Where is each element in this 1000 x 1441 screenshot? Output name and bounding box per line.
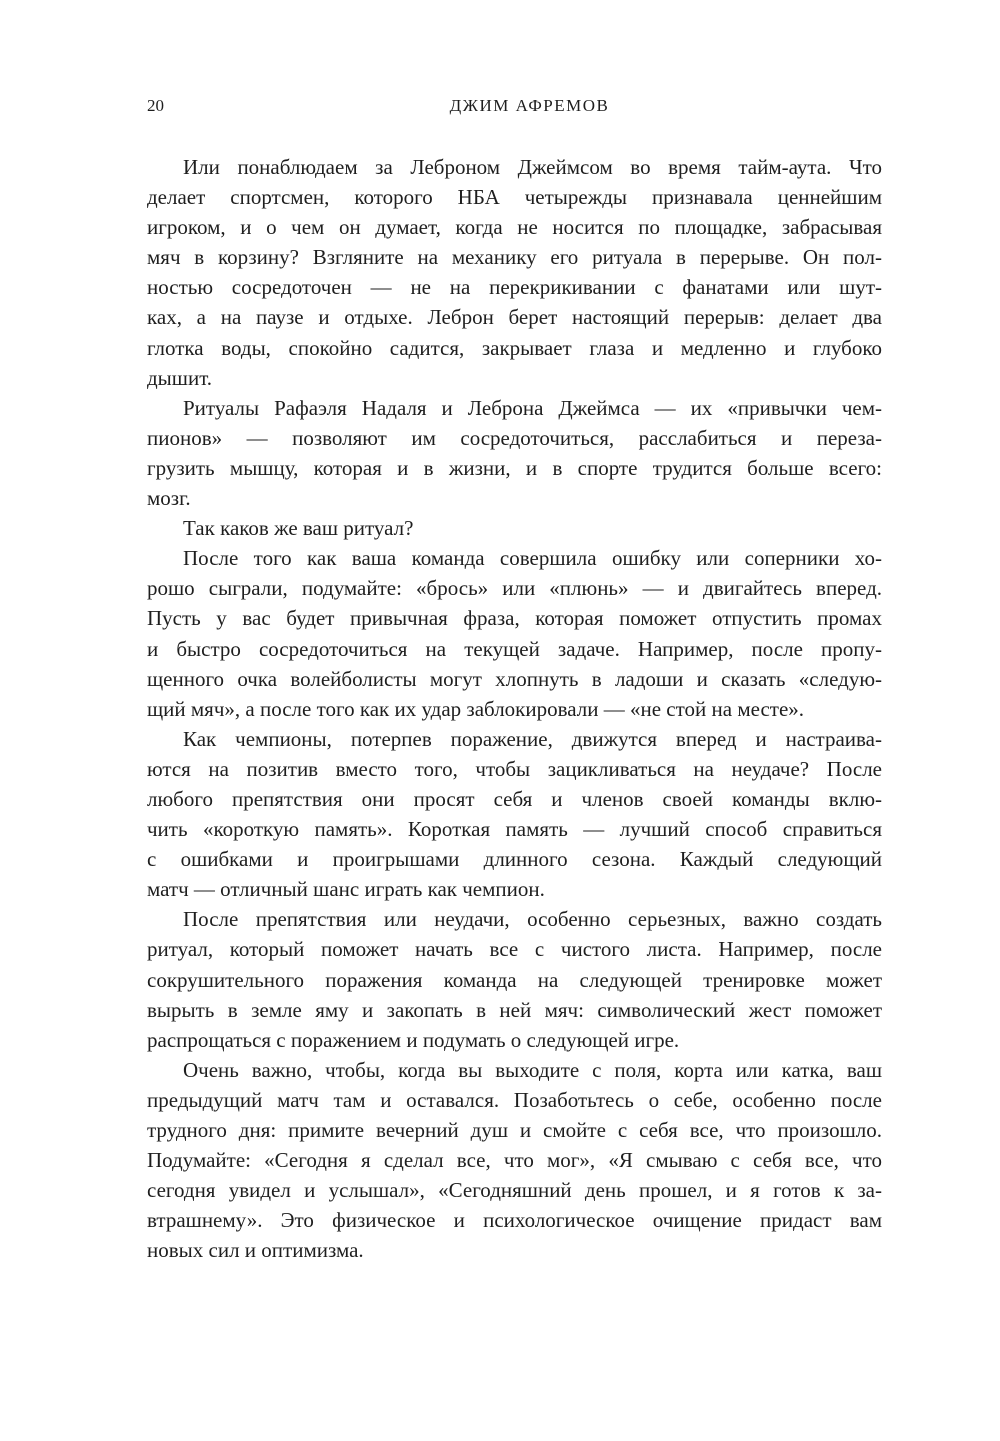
text-line: Подумайте: «Сегодня я сделал все, что мог», «Я смываю с себя все, что (147, 1148, 882, 1173)
text-line: сегодня увидел и услышал», «Сегодняшний день прошел, и я готов к за- (147, 1178, 882, 1203)
text-line: щий мяч», а после того как их удар заблокировали — «не стой на месте». (147, 696, 805, 721)
text-line: игроком, и о чем он думает, когда не носится по площадке, забрасывая (147, 215, 882, 240)
text-line: После препятствия или неудачи, особенно серьезных, важно создать (183, 907, 882, 932)
text-line: и быстро сосредоточиться на текущей задаче. Например, после пропу- (147, 636, 882, 661)
running-head (147, 96, 882, 122)
text-line: Или понаблюдаем за Леброном Джеймсом во время тайм-аута. Что (183, 155, 882, 179)
text-line: мяч в корзину? Взгляните на механику его ритуала в перерыве. Он пол- (147, 245, 882, 270)
text-line: предыдущий матч там и оставался. Позаботьтесь о себе, особенно после (147, 1087, 882, 1112)
text-line: втрашнему». Это физическое и психологическое очищение придаст вам (147, 1208, 882, 1233)
body-text (147, 152, 882, 1265)
text-line: матч — отличный шанс играть как чемпион. (147, 877, 545, 902)
text-line: ются на позитив вместо того, чтобы зацикливаться на неудаче? После (147, 756, 882, 781)
running-head-author: ДЖИМ АФРЕМОВ (449, 96, 610, 115)
text-line: мозг. (147, 486, 191, 511)
text-line: Как чемпионы, потерпев поражение, движутся вперед и настраива- (183, 726, 882, 751)
paragraph (147, 724, 882, 905)
text-line: чить «короткую память». Короткая память — лучший способ справиться (147, 817, 882, 842)
text-line: После того как ваша команда совершила ошибку или соперники хо- (183, 546, 882, 571)
paragraph (147, 543, 882, 724)
text-line: Ритуалы Рафаэля Надаля и Леброна Джеймса — их «привычки чем- (183, 395, 882, 420)
paragraph (147, 1055, 882, 1266)
text-line: новых сил и оптимизма. (147, 1238, 364, 1263)
text-line: сокрушительного поражения команда на следующей тренировке может (147, 967, 882, 992)
paragraph (147, 393, 882, 513)
text-line: дышит. (147, 365, 213, 390)
text-line: Очень важно, чтобы, когда вы выходите с поля, корта или катка, ваш (183, 1057, 882, 1082)
text-line: Так каков же ваш ритуал? (183, 516, 414, 541)
text-line: Пусть у вас будет привычная фраза, которая поможет отпустить промах (147, 606, 882, 631)
text-line: рошо сыграли, подумайте: «брось» или «плюнь» — и двигайтесь вперед. (147, 576, 882, 601)
text-line: любого препятствия они просят себя и членов своей команды вклю- (147, 786, 882, 811)
paragraph (147, 513, 882, 543)
text-line: грузить мышцу, которая и в жизни, и в спорте трудится больше всего: (147, 455, 882, 480)
text-line: ритуал, который поможет начать все с чистого листа. Например, после (147, 937, 882, 962)
text-line: ностью сосредоточен — не на перекрикивании с фанатами или шут- (147, 275, 882, 300)
text-line: пионов» — позволяют им сосредоточиться, расслабиться и переза- (147, 425, 882, 450)
text-line: с ошибками и проигрышами длинного сезона. Каждый следующий (147, 847, 882, 872)
text-line: делает спортсмен, которого НБА четырежды признавала ценнейшим (147, 185, 882, 210)
paragraph (147, 152, 882, 393)
text-line: трудного дня: примите вечерний душ и смойте с себя все, что произошло. (147, 1118, 882, 1142)
page-number: 20 (147, 96, 164, 115)
text-line: глотка воды, спокойно садится, закрывает глаза и медленно и глубоко (147, 335, 882, 360)
text-line: ках, а на паузе и отдыхе. Леброн берет настоящий перерыв: делает два (147, 305, 882, 330)
text-line: распрощаться с поражением и подумать о следующей игре. (147, 1027, 680, 1052)
text-line: щенного очка волейболисты могут хлопнуть в ладоши и сказать «следую- (147, 666, 882, 691)
text-line: вырыть в земле яму и закопать в ней мяч: символический жест поможет (147, 997, 882, 1022)
paragraph (147, 904, 882, 1054)
